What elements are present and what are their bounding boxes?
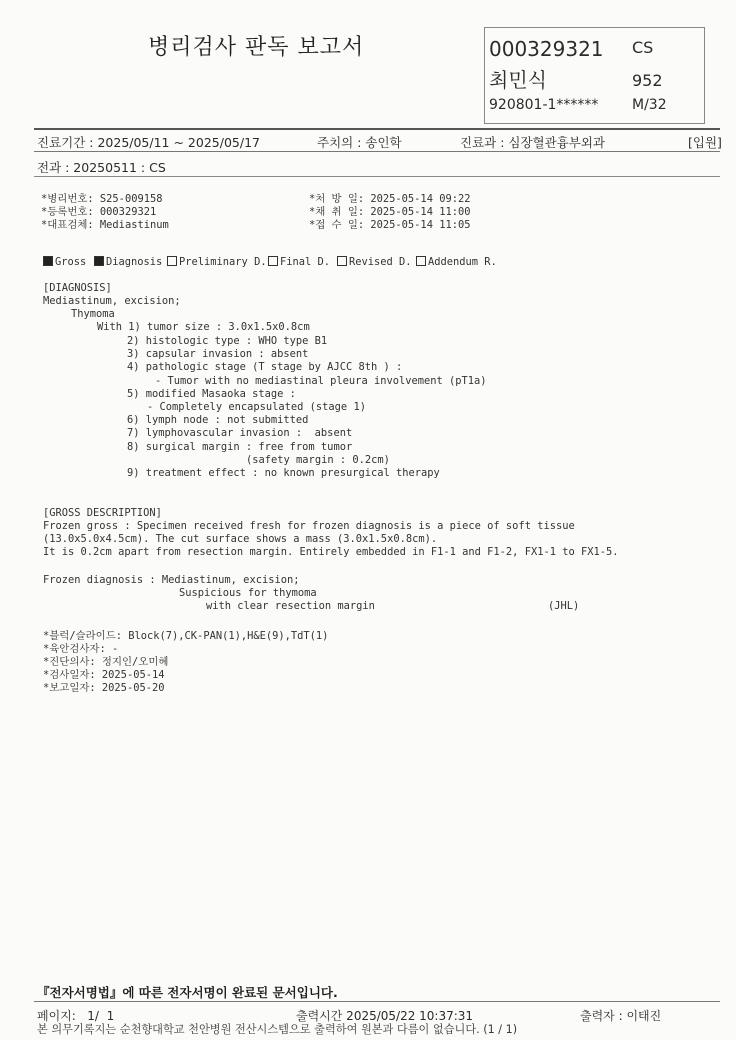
pathology-number: *병리번호: S25-009158 bbox=[41, 193, 163, 205]
footer-rule bbox=[34, 1001, 720, 1002]
checkbox-checked-icon bbox=[43, 256, 53, 266]
department: 진료과 : 심장혈관흉부외과 bbox=[460, 135, 605, 150]
frozen-diagnosis-line: Suspicious for thymoma bbox=[179, 587, 317, 599]
report-type-final: Final D. bbox=[268, 256, 330, 268]
header-bottom-rule bbox=[34, 176, 720, 177]
exam-date: *검사일자: 2025-05-14 bbox=[43, 669, 165, 681]
diagnosis-line: 4) pathologic stage (T stage by AJCC 8th ) : bbox=[127, 361, 403, 373]
report-title: 병리검사 판독 보고서 bbox=[148, 35, 365, 60]
gross-examiner: *육안검사자: - bbox=[43, 643, 119, 655]
checkbox-empty-icon bbox=[268, 256, 278, 266]
report-type-gross: Gross bbox=[43, 256, 86, 268]
header-top-rule bbox=[34, 128, 720, 130]
diagnosis-line: 6) lymph node : not submitted bbox=[127, 414, 309, 426]
patient-sex-age: M/32 bbox=[632, 97, 667, 113]
attending-doctor: 주치의 : 송인학 bbox=[317, 135, 402, 150]
report-type-preliminary: Preliminary D. bbox=[167, 256, 267, 268]
receipt-date: *접 수 일: 2025-05-14 11:05 bbox=[309, 219, 471, 231]
gross-line: (13.0x5.0x4.5cm). The cut surface shows a mass (3.0x1.5x0.8cm). bbox=[43, 533, 438, 545]
block-slide-info: *블럭/슬라이드: Block(7),CK-PAN(1),H&E(9),TdT(1) bbox=[43, 630, 329, 642]
esignature-notice: 『전자서명법』에 따른 전자서명이 완료된 문서입니다. bbox=[37, 985, 338, 1000]
frozen-diagnosis-line: Frozen diagnosis : Mediastinum, excision; bbox=[43, 574, 300, 586]
treatment-period: 진료기간 : 2025/05/11 ~ 2025/05/17 bbox=[37, 135, 260, 150]
diagnosis-line: 8) surgical margin : free from tumor bbox=[127, 441, 353, 453]
diagnosis-line: - Completely encapsulated (stage 1) bbox=[147, 401, 366, 413]
gross-line: Frozen gross : Specimen received fresh for frozen diagnosis is a piece of soft tissue bbox=[43, 520, 575, 532]
registration-number: *등록번호: 000329321 bbox=[41, 206, 157, 218]
diagnosis-heading: [DIAGNOSIS] bbox=[43, 282, 112, 294]
gross-line: It is 0.2cm apart from resection margin. Entirely embedded in F1-1 and F1-2, FX1-1 to FX1-5. bbox=[43, 546, 619, 558]
checkbox-empty-icon bbox=[167, 256, 177, 266]
print-time: 출력시간 2025/05/22 10:37:31 bbox=[296, 1009, 474, 1023]
diagnosing-physician: *진단의사: 정지인/오미혜 bbox=[43, 656, 169, 668]
report-type-addendum: Addendum R. bbox=[416, 256, 497, 268]
diagnosis-line: 3) capsular invasion : absent bbox=[127, 348, 309, 360]
report-type-diagnosis: Diagnosis bbox=[94, 256, 162, 268]
patient-name: 최민식 bbox=[489, 68, 547, 92]
diagnosis-line: - Tumor with no mediastinal pleura involvement (pT1a) bbox=[155, 375, 487, 387]
pathologist-initials: (JHL) bbox=[548, 600, 580, 612]
record-disclaimer: 본 의무기록지는 순천향대학교 천안병원 전산시스템으로 출력하여 원본과 다름이 없습니다. (1 / 1) bbox=[37, 1023, 518, 1036]
collection-date: *채 취 일: 2025-05-14 11:00 bbox=[309, 206, 471, 218]
diagnosis-line: 2) histologic type : WHO type B1 bbox=[127, 335, 328, 347]
diagnosis-line: Thymoma bbox=[71, 308, 115, 320]
header-mid-rule bbox=[34, 151, 720, 152]
transfer-info: 전과 : 20250511 : CS bbox=[37, 160, 166, 175]
page-number: 페이지: 1/ 1 bbox=[37, 1009, 115, 1023]
diagnosis-line: With 1) tumor size : 3.0x1.5x0.8cm bbox=[97, 321, 310, 333]
checkbox-empty-icon bbox=[337, 256, 347, 266]
printed-by: 출력자 : 이태진 bbox=[580, 1009, 662, 1023]
checkbox-empty-icon bbox=[416, 256, 426, 266]
patient-rrn: 920801-1****** bbox=[489, 97, 599, 113]
report-type-revised: Revised D. bbox=[337, 256, 412, 268]
diagnosis-line: 5) modified Masaoka stage : bbox=[127, 388, 296, 400]
patient-id: 000329321 bbox=[489, 37, 604, 61]
representative-specimen: *대표검체: Mediastinum bbox=[41, 219, 169, 231]
inpatient-flag: [입원] bbox=[688, 135, 722, 150]
patient-room: 952 bbox=[632, 71, 663, 90]
gross-heading: [GROSS DESCRIPTION] bbox=[43, 507, 162, 519]
diagnosis-line: Mediastinum, excision; bbox=[43, 295, 181, 307]
diagnosis-line: (safety margin : 0.2cm) bbox=[246, 454, 390, 466]
diagnosis-line: 9) treatment effect : no known presurgical therapy bbox=[127, 467, 440, 479]
checkbox-checked-icon bbox=[94, 256, 104, 266]
report-date: *보고일자: 2025-05-20 bbox=[43, 682, 165, 694]
diagnosis-line: 7) lymphovascular invasion : absent bbox=[127, 427, 353, 439]
frozen-diagnosis-line: with clear resection margin bbox=[206, 600, 375, 612]
order-date: *처 방 일: 2025-05-14 09:22 bbox=[309, 193, 471, 205]
patient-dept-code: CS bbox=[632, 38, 654, 57]
